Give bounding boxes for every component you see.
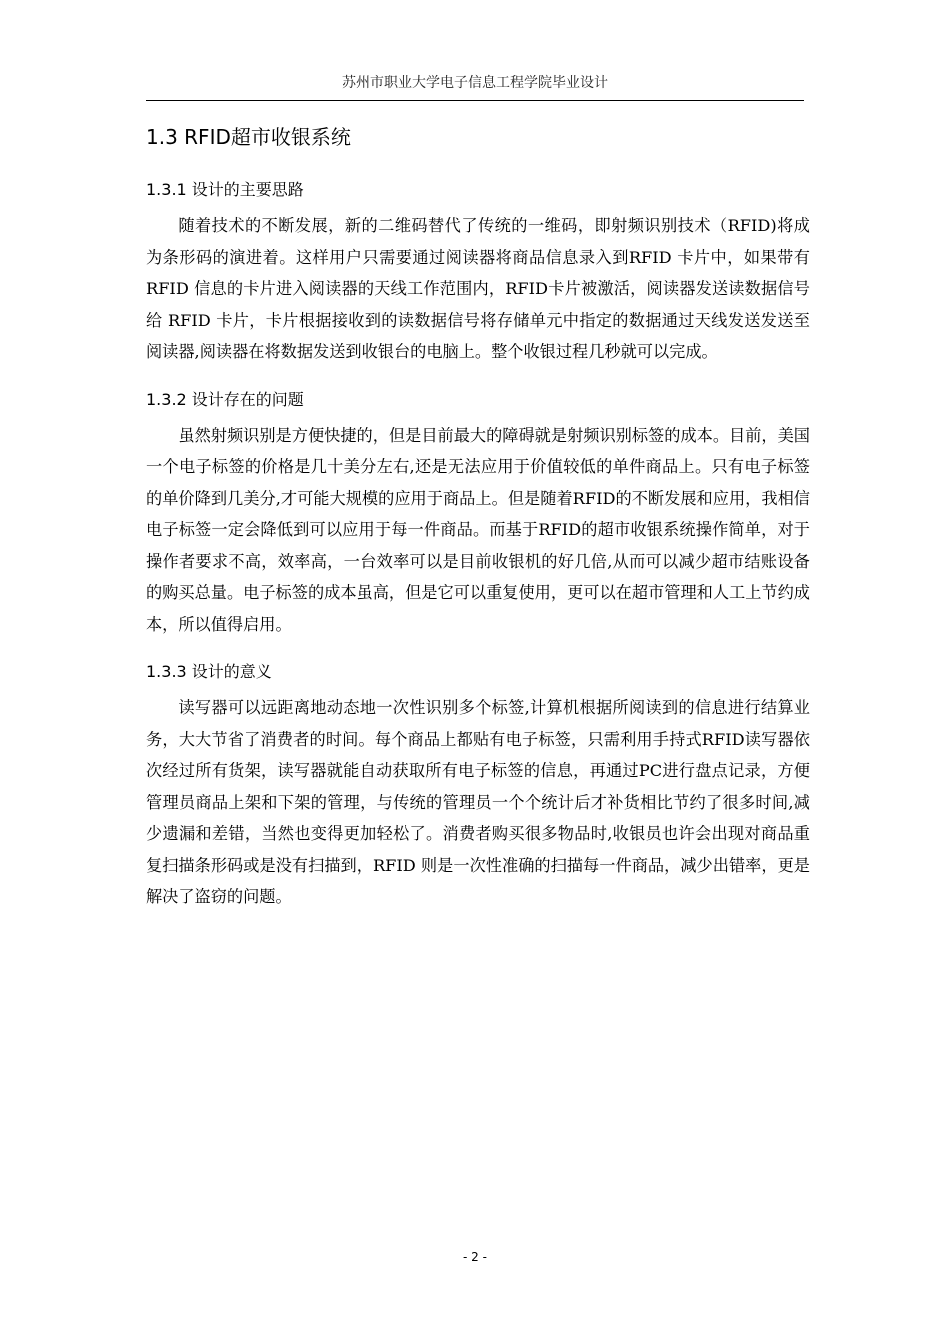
page-header: 苏州市职业大学电子信息工程学院毕业设计 [146, 72, 804, 101]
subsection-heading-1-3-3: 1.3.3 设计的意义 [146, 662, 272, 681]
subsection-heading-1-3-1: 1.3.1 设计的主要思路 [146, 180, 304, 199]
section-heading-1-3: 1.3 RFID超市收银系统 [146, 125, 351, 149]
subsection-heading-1-3-2: 1.3.2 设计存在的问题 [146, 389, 304, 409]
page-number: - 2 - [463, 1250, 487, 1264]
paragraph-design-problems: 虽然射频识别是方便快捷的，但是目前最大的障碍就是射频识别标签的成本。目前，美国一个电子标签的价格是几十美分左右,还是无法应用于价值较低的单件商品上。只有电子标签的单价降到几美分,才可能大规模的应用于商品上。但是随着RFID的不断发展和应用，我相信电子标签一定会降低到可以应用于每一件商品。而基于RFID的超市收银系统操作简单，对于操作者要求不高，效率高，一台效率可以是目前收银机的好几倍,从而可以减少超市结账设备的购买总量。电子标签的成本虽高，但是它可以重复使用，更可以在超市管理和人工上节约成本，所以值得启用。 [146, 425, 810, 634]
paragraph-design-idea: 随着技术的不断发展，新的二维码替代了传统的一维码，即射频识别技术（RFID)将成为条形码的演进着。这样用户只需要通过阅读器将商品信息录入到RFID 卡片中，如果带有 RFID 信息的卡片进入阅读器的天线工作范围内，RFID卡片被激活，阅读器发送读数据信号给 RFID 卡片，卡片根据接收到的读数据信号将存储单元中指定的数据通过天线发送发送至阅读器,阅读器在将数据发送到收银台的电脑上。整个收银过程几秒就可以完成。 [146, 216, 810, 361]
paragraph-design-significance: 读写器可以远距离地动态地一次性识别多个标签,计算机根据所阅读到的信息进行结算业务，大大节省了消费者的时间。每个商品上都贴有电子标签，只需利用手持式RFID读写器依次经过所有货架，读写器就能自动获取所有电子标签的信息，再通过PC进行盘点记录，方便管理员商品上架和下架的管理，与传统的管理员一个个统计后才补货相比节约了很多时间,减少遗漏和差错，当然也变得更加轻松了。消费者购买很多物品时,收银员也许会出现对商品重复扫描条形码或是没有扫描到，RFID 则是一次性准确的扫描每一件商品，减少出错率，更是解决了盗窃的问题。 [146, 698, 810, 906]
document-body [146, 120, 810, 913]
